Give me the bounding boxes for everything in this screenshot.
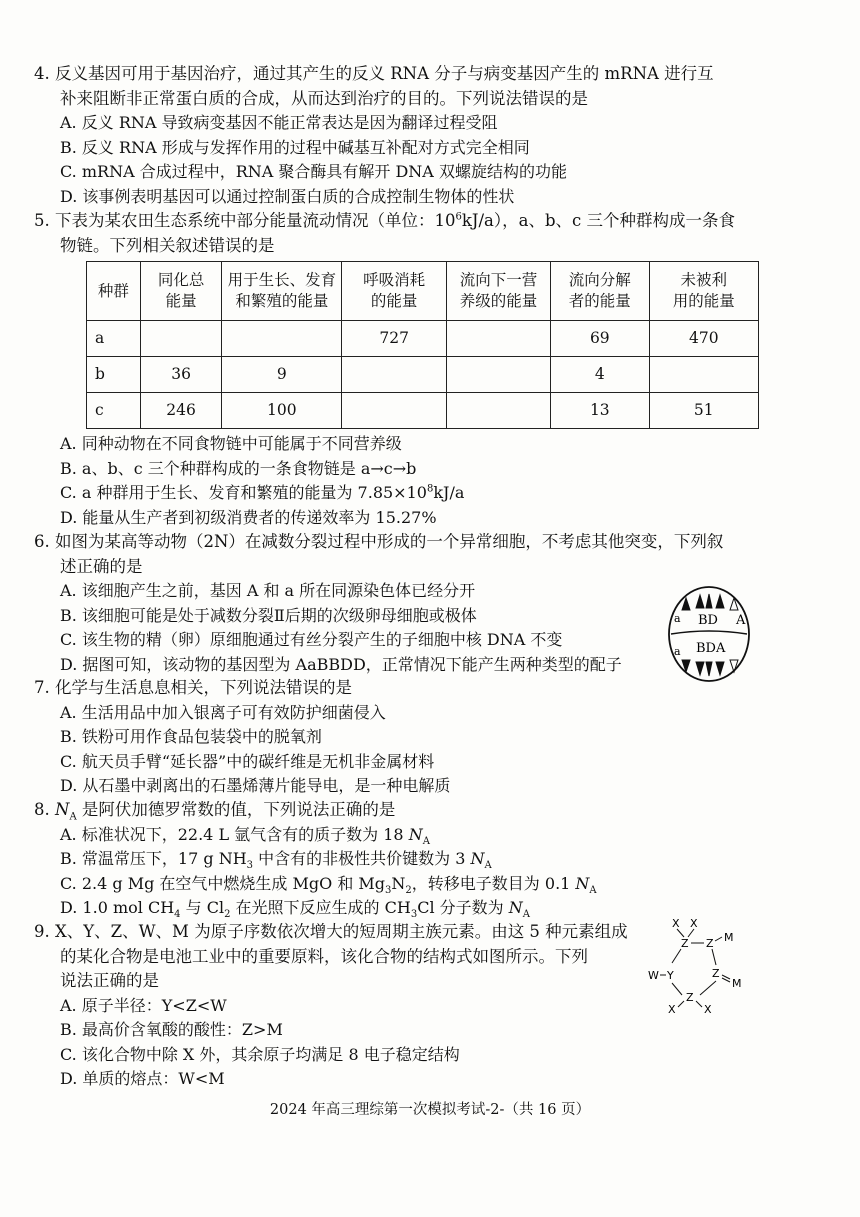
atom-x4: X [704, 1003, 712, 1013]
option-8b: B. 常温常压下，17 g $NH_3$ 中含有的非极性共价键数为 3 $N_A$ [60, 849, 492, 872]
option-7a: A. 生活用品中加入银离子可有效防护细菌侵入 [60, 702, 386, 722]
atom-z1: Z [681, 937, 689, 950]
atom-m1: M [724, 931, 734, 944]
label-top-left: a [674, 612, 681, 625]
option-6b: B. 该细胞可能是处于减数分裂Ⅱ后期的次级卵母细胞或极体 [60, 605, 477, 625]
option-4a: A. 反义 RNA 导致病变基因不能正常表达是因为翻译过程受阻 [60, 113, 498, 132]
question-8-stem: 8. $N_A$ 是阿伏加德罗常数的值，下列说法正确的是 [34, 800, 396, 823]
header-assimilated: 同化总 能量 [140, 262, 221, 321]
option-9d: D. 单质的熔点：W<M [60, 1069, 225, 1088]
option-9b: B. 最高价含氧酸的酸性：Z>M [60, 1020, 283, 1039]
energy-flow-table [86, 261, 759, 429]
question-4 [34, 62, 824, 209]
header-next-level: 流向下一营 养级的能量 [446, 262, 550, 321]
option-6d: D. 据图可知，该动物的基因型为 AaBBDD，正常情况下能产生两种类型的配子 [60, 654, 622, 674]
atom-x3: X [668, 1003, 676, 1013]
option-5a: A. 同种动物在不同食物链中可能属于不同营养级 [60, 434, 402, 453]
option-8d: D. 1.0 mol $CH_4$ 与 $Cl_2$ 在光照下反应生成的 $CH_3Cl$ 分子数为 $N_A$ [60, 898, 530, 921]
atom-x2: X [690, 917, 698, 930]
atom-z4: Z [686, 991, 694, 1004]
atom-w: W [648, 969, 659, 982]
option-6c: C. 该生物的精（卵）原细胞通过有丝分裂产生的子细胞中核 DNA 不变 [60, 630, 563, 649]
top-chromosomes [682, 594, 738, 610]
option-9c: C. 该化合物中除 X 外，其余原子均满足 8 电子稳定结构 [60, 1044, 460, 1064]
label-top-right: A [736, 613, 746, 628]
atom-x1: X [672, 917, 680, 930]
option-5b: B. a、b、c 三个种群构成的一条食物链是 a→c→b [60, 458, 417, 478]
header-species: 种群 [87, 262, 141, 321]
atom-y: Y [667, 969, 674, 982]
table-row: a 727 69 470 [87, 321, 759, 357]
option-4c: C. mRNA 合成过程中，RNA 聚合酶具有解开 DNA 双螺旋结构的功能 [60, 162, 567, 181]
dividing-cell-figure [666, 584, 752, 684]
option-4d: D. 该事例表明基因可以通过控制蛋白质的合成控制生物体的性状 [60, 186, 515, 206]
question-8 [34, 798, 824, 921]
question-4-stem: 4. 反义基因可用于基因治疗，通过其产生的反义 RNA 分子与病变基因产生的 mRNA 进行互 补来阻断非正常蛋白质的合成，从而达到治疗的目的。下列说法错误的是 [34, 64, 714, 108]
structural-formula-figure [644, 913, 774, 1013]
cell-furrow [671, 631, 747, 634]
question-5 [34, 209, 824, 258]
question-7 [34, 676, 824, 799]
label-bottom: BDA [696, 641, 726, 656]
option-4b: B. 反义 RNA 形成与发挥作用的过程中碱基互补配对方式完全相同 [60, 137, 530, 157]
page-footer: 2024 年高三理综第一次模拟考试-2-（共 16 页） [269, 1102, 591, 1118]
header-unused: 未被利 用的能量 [649, 262, 758, 321]
option-6a: A. 该细胞产生之前，基因 A 和 a 所在同源染色体已经分开 [60, 581, 476, 600]
atom-z3: Z [712, 967, 720, 980]
option-8a: A. 标准状况下，22.4 L 氩气含有的质子数为 18 $N_A$ [60, 824, 430, 847]
option-5d: D. 能量从生产者到初级消费者的传递效率为 15.27% [60, 507, 437, 527]
header-decomposer: 流向分解 者的能量 [551, 262, 649, 321]
option-8c: C. 2.4 g Mg 在空气中燃烧生成 MgO 和 $Mg_3N_2$，转移电子数目为 0.1 $N_A$ [60, 873, 597, 896]
option-7d: D. 从石墨中剥离出的石墨烯薄片能导电，是一种电解质 [60, 776, 451, 795]
table-row: b 36 9 4 [87, 357, 759, 393]
table-row: c 246 100 13 51 [87, 393, 759, 429]
table-header-row [87, 262, 759, 321]
question-6-stem: 6. 如图为某高等动物（2N）在减数分裂过程中形成的一个异常细胞，不考虑其他突变，下列叙 述正确的是 [34, 532, 724, 576]
option-7b: B. 铁粉可用作食品包装袋中的脱氧剂 [60, 727, 322, 746]
question-5-options [34, 432, 824, 530]
option-5c: C. a 种群用于生长、发育和繁殖的能量为 $7.85\times 10^8kJ/a$ [60, 483, 465, 502]
question-7-stem: 7. 化学与生活息息相关，下列说法错误的是 [34, 678, 352, 697]
question-9-stem: 9. X、Y、Z、W、M 为原子序数依次增大的短周期主族元素。由这 5 种元素组成 的某化合物是电池工业中的重要原料，该化合物的结构式如图所示。下列 说法正确的是 [34, 922, 628, 990]
atom-m2: M [732, 977, 742, 990]
atom-z2: Z [706, 937, 714, 950]
option-9a: A. 原子半径：Y<Z<W [60, 995, 227, 1015]
header-growth: 用于生长、发育 和繁殖的能量 [222, 262, 342, 321]
header-respiration: 呼吸消耗 的能量 [342, 262, 447, 321]
label-top: BD [698, 613, 718, 628]
question-5-stem: 5. 下表为某农田生态系统中部分能量流动情况（单位：$10^6kJ/a$），a、b、c 三个种群构成一条食 物链。下列相关叙述错误的是 [34, 211, 736, 255]
label-bottom-left: a [674, 645, 681, 658]
option-7c: C. 航天员手臂“延长器”中的碳纤维是无机非金属材料 [60, 751, 435, 771]
